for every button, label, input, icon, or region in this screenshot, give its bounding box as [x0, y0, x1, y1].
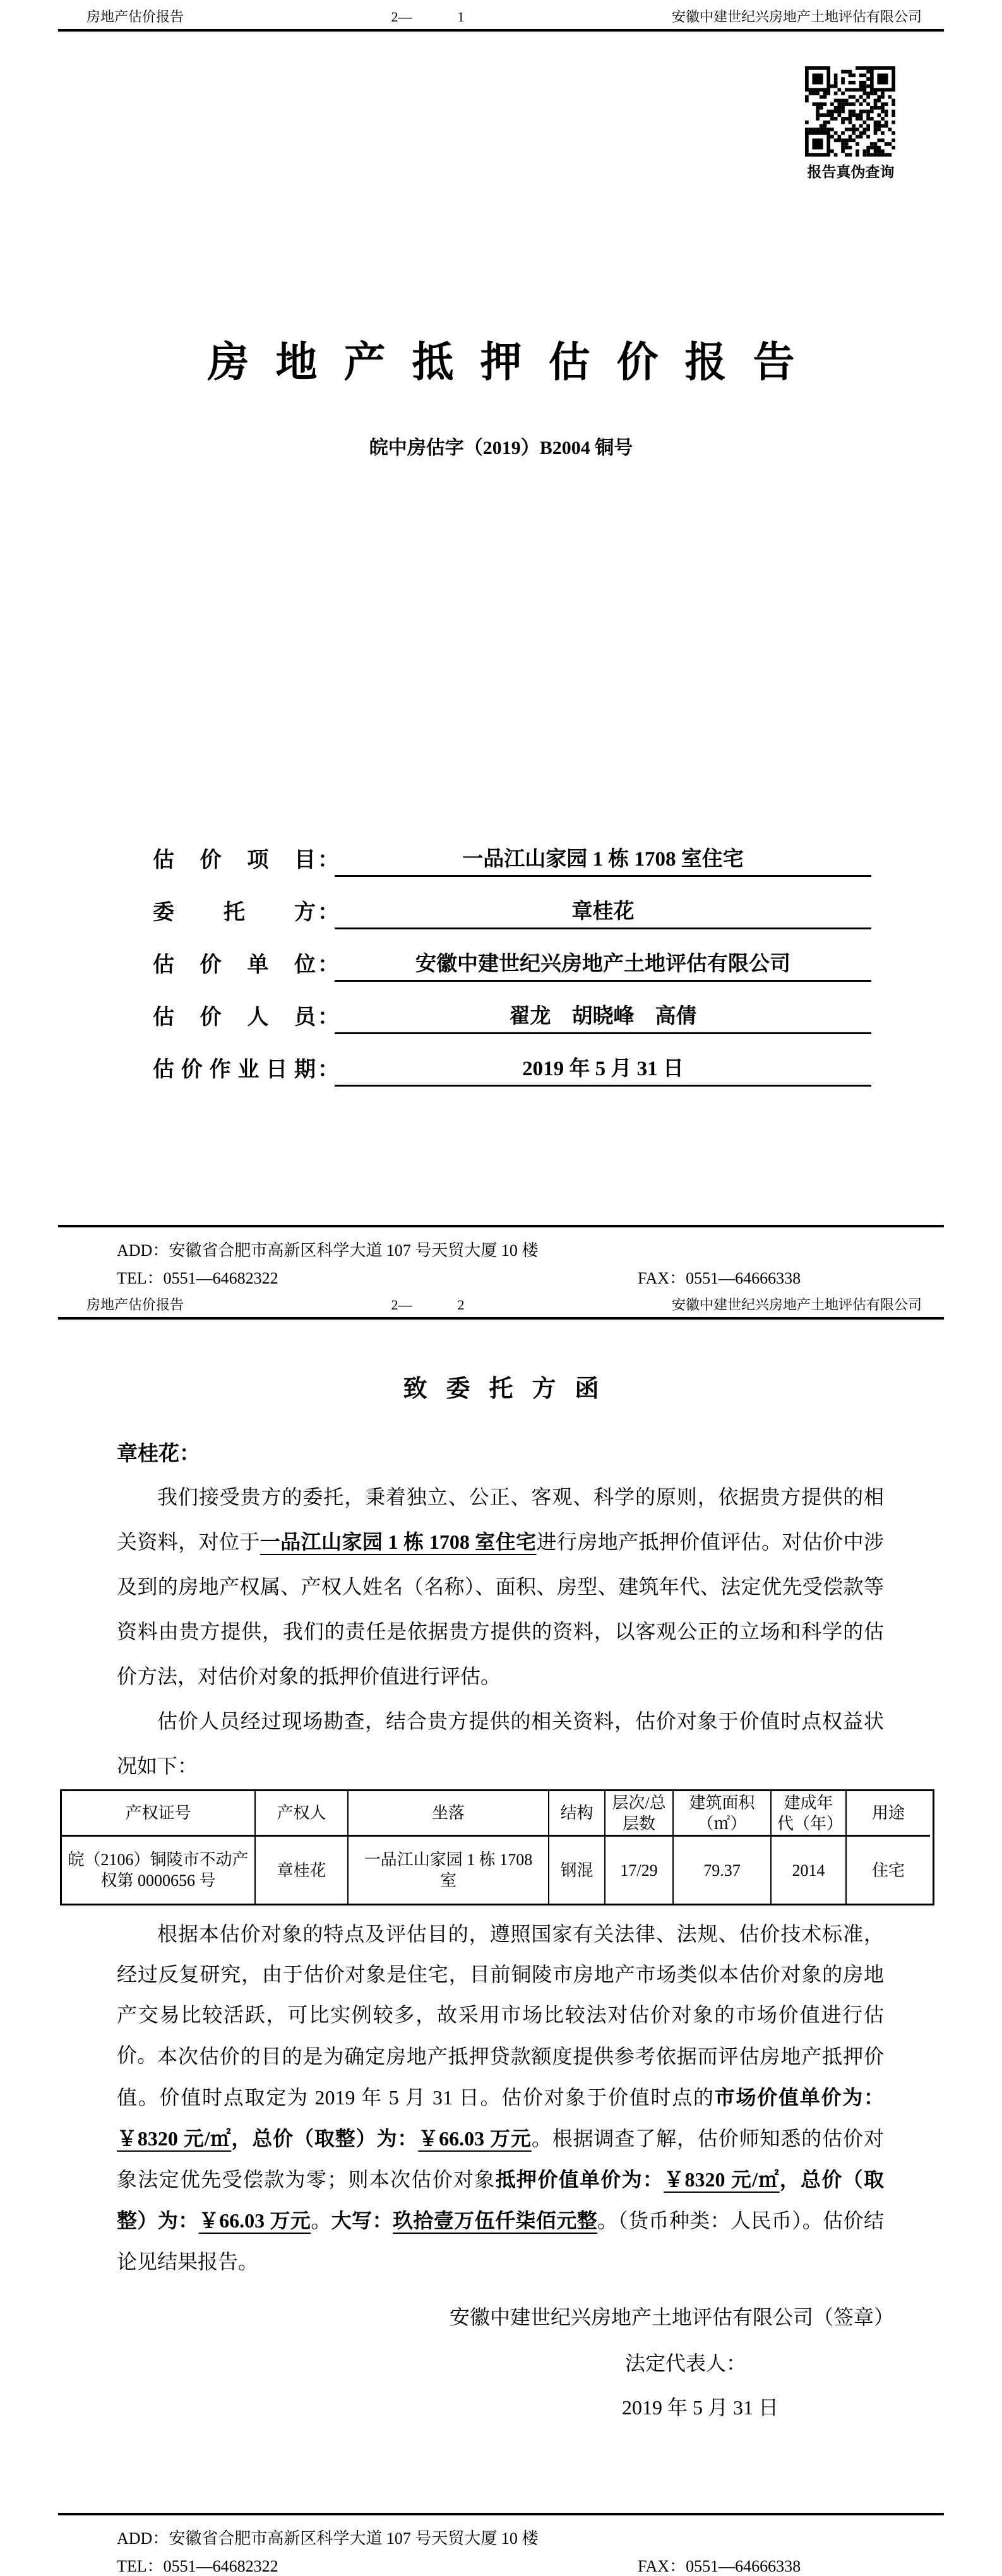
table-header-cell: 层次/总层数 [605, 1791, 674, 1837]
table-cell: 17/29 [605, 1837, 674, 1904]
table-header-cell: 建筑面积（㎡） [674, 1791, 772, 1837]
header-page-number [391, 9, 465, 25]
text-run: ￥8320 元/㎡ [117, 2127, 232, 2150]
text-run: 一品江山家园 1 栋 1708 室住宅 [259, 1530, 537, 1553]
text-run: 总价（取整）为： [117, 2168, 884, 2232]
field-value-appraisers: 翟龙 胡晓峰 高倩 [335, 999, 871, 1034]
table-header-cell: 坐落 [349, 1791, 549, 1837]
header-company-name: 安徽中建世纪兴房地产土地评估有限公司 [671, 9, 922, 25]
text-run: ， [779, 2168, 801, 2191]
letter-salutation: 章桂花： [117, 1443, 200, 1465]
report-doc-number: 皖中房估字（2019）B2004 铜号 [369, 438, 633, 458]
header-report-type: 房地产估价报告 [86, 1297, 184, 1313]
text-run: 根据本估价对象的特点及评估目的，遵照国家有关法律、法规、估价技术标准，经过反复研究，由于估价对象是住宅，目前铜陵市房地产市场类似本估价对象的房地产交易比较活跃，可比实例较多，故采用市场比较法对估价对象的市场价值进行估价。 [117, 1923, 884, 2066]
field-row-client [0, 893, 1002, 929]
field-value-date: 2019 年 5 月 31 日 [335, 1052, 871, 1087]
paragraph-commission [117, 1475, 884, 1699]
footer-telephone: TEL：0551—64682322 [117, 2557, 278, 2575]
table-header-cell: 用途 [847, 1791, 930, 1837]
header-page-num: 2 [457, 1297, 465, 1313]
signature-date: 2019 年 5 月 31 日 [622, 2396, 779, 2419]
footer-fax: FAX：0551—64666338 [638, 2557, 801, 2575]
page-footer [58, 2513, 944, 2576]
table-cell: 章桂花 [256, 1837, 349, 1904]
text-run: 市场价值单价为： [714, 2086, 884, 2109]
table-cell: 一品江山家园 1 栋 1708 室 [349, 1837, 549, 1904]
field-label: 委托方 [153, 901, 316, 924]
table-cell: 2014 [772, 1837, 847, 1904]
letter-title: 致委托方函 [403, 1376, 618, 1402]
table-cell: 钢混 [549, 1837, 605, 1904]
field-colon: ： [318, 953, 339, 977]
field-row-appraisers [0, 998, 1002, 1034]
table-header-cell: 建成年代（年） [772, 1791, 847, 1837]
field-row-appraisal-agency [0, 945, 1002, 982]
text-run: 我们接受贵方的委托，秉着独立、公正、客观、科学的原则，依据贵方提供的相关资料，对位于 [117, 1486, 884, 1553]
qr-code [805, 66, 895, 157]
text-run: 估价人员经过现场勘查，结合贵方提供的相关资料，估价对象于价值时点权益状况如下： [117, 1710, 884, 1777]
field-value-client: 章桂花 [335, 895, 871, 929]
header-page-num: 1 [457, 9, 465, 25]
field-label: 估价作业日期 [153, 1058, 316, 1082]
paragraph-survey [117, 1699, 884, 1789]
field-label: 估价单位 [153, 953, 316, 977]
footer-telephone: TEL：0551—64682322 [117, 1269, 278, 1287]
table-cell: 住宅 [871, 1861, 905, 1880]
field-row-project [0, 840, 1002, 877]
text-run: 抵押价值单价为： [495, 2168, 664, 2191]
text-run: 。 [311, 2209, 331, 2232]
property-table [60, 1789, 934, 1905]
header-report-type: 房地产估价报告 [86, 9, 184, 25]
field-colon: ： [318, 1058, 339, 1082]
table-header-cell: 产权人 [256, 1791, 349, 1837]
table-header-cell: 产权证号 [62, 1791, 256, 1837]
footer-fax: FAX：0551—64666338 [638, 1269, 801, 1287]
text-run: 。根据调查了解，估价师知悉的估价对象法定优先受偿款为零；则本次估价对象 [117, 2127, 884, 2191]
page-footer [58, 1225, 944, 1288]
report-title: 房地产抵押估价报告 [207, 340, 821, 386]
letter-page [0, 1288, 1002, 2576]
text-run: ￥66.03 万元 [418, 2127, 532, 2150]
table-header-cell: 结构 [549, 1791, 605, 1837]
text-run: 总价（取整）为： [252, 2127, 419, 2150]
field-value-agency: 安徽中建世纪兴房地产土地评估有限公司 [335, 947, 871, 982]
page-header [58, 1297, 944, 1320]
field-label: 估价项目 [153, 849, 316, 872]
footer-address: ADD：安徽省合肥市高新区科学大道 107 号天贸大厦 10 楼 [117, 2529, 539, 2548]
table-cell: 79.37 [674, 1837, 772, 1904]
header-page-prefix: 2— [391, 9, 412, 25]
paragraph-valuation-result [117, 2036, 884, 2282]
footer-address: ADD：安徽省合肥市高新区科学大道 107 号天贸大厦 10 楼 [117, 1241, 539, 1260]
text-run: ￥8320 元/㎡ [664, 2168, 780, 2191]
field-value-project: 一品江山家园 1 栋 1708 室住宅 [335, 842, 871, 877]
page-header [58, 9, 944, 32]
text-run: ， [231, 2127, 253, 2150]
field-colon: ： [318, 849, 339, 872]
field-colon: ： [318, 901, 339, 924]
text-run: 进行房地产抵押价值评估。对估价中涉及到的房地产权属、产权人姓名（名称）、面积、房型、建筑年代、法定优先受偿款等资料由贵方提供，我们的责任是依据贵方提供的资料，以客观公正的立场和科学的估价方法，对估价对象的抵押价值进行评估。 [117, 1530, 884, 1688]
table-cell: 皖（2106）铜陵市不动产权第 0000656 号 [62, 1837, 256, 1904]
text-run: 玖拾壹万伍仟柒佰元整 [393, 2209, 598, 2232]
text-run: 。（货币种类：人民币）。估价结论见结果报告。 [117, 2209, 884, 2273]
signature-company: 安徽中建世纪兴房地产土地评估有限公司（签章） [450, 2306, 895, 2329]
text-run: ￥66.03 万元 [198, 2209, 311, 2232]
header-company-name: 安徽中建世纪兴房地产土地评估有限公司 [671, 1297, 922, 1313]
text-run: 本次估价的目的是为确定房地产抵押贷款额度提供参考依据而评估房地产抵押价值。价值时点取定为 2019 年 5 月 31 日。估价对象于价值时点的 [117, 2045, 884, 2109]
field-label: 估价人员 [153, 1006, 316, 1029]
header-page-number [391, 1297, 465, 1313]
text-run: 大写： [331, 2209, 393, 2232]
field-row-appraisal-date [0, 1050, 1002, 1087]
header-page-prefix: 2— [391, 1297, 412, 1313]
field-colon: ： [318, 1006, 339, 1029]
signature-legal-representative: 法定代表人： [625, 2352, 747, 2375]
qr-code-label: 报告真伪查询 [807, 164, 895, 180]
